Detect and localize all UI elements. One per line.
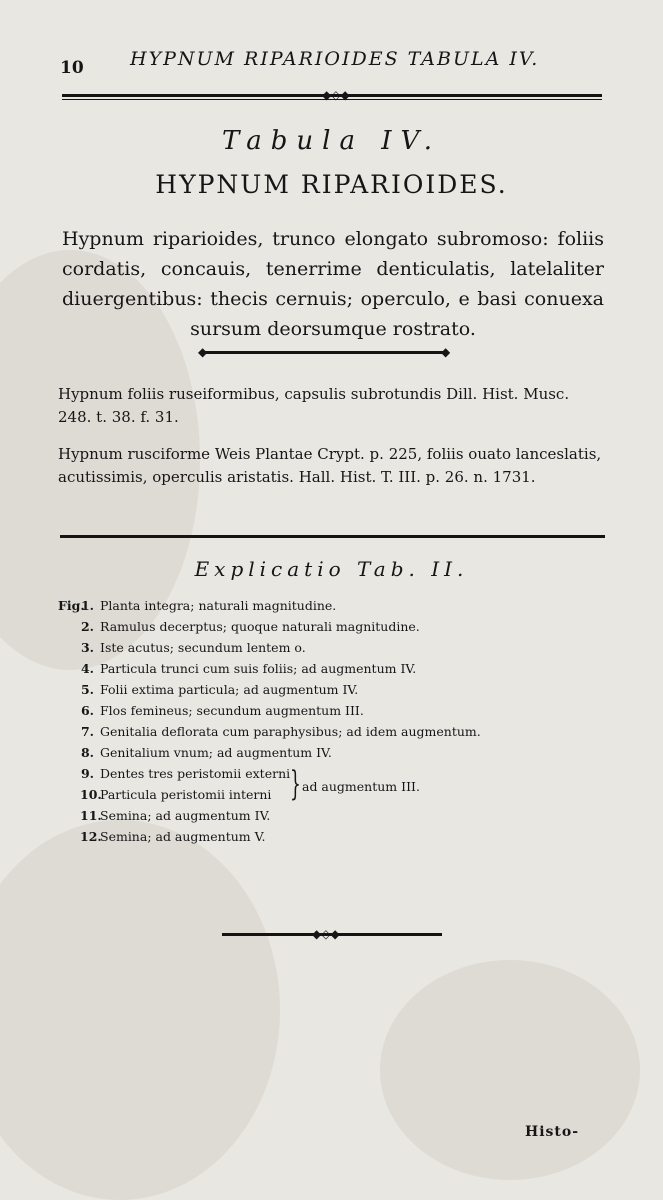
figure-number: 4. [80,661,94,676]
figure-number: 3. [80,640,94,655]
figure-text: Dentes tres peristomii externi [100,766,291,781]
figure-number: 7. [80,724,94,739]
figure-text: Semina; ad augmentum IV. [100,808,271,823]
figure-text: Genitalium vnum; ad augmentum IV. [100,745,332,760]
figure-number: 12. [80,829,102,844]
species-diagnosis: Hypnum riparioides, trunco elongato subromoso: foliis cordatis, concauis, tenerrime denticulatis, latelaliter diuergentibus: thecis cernuis; operculo, e basi conuexa sursum deorsumque rostrato. [62,228,604,340]
catchword: Histo- [525,1124,580,1140]
explicatio-title: Explicatio Tab. II. [194,557,469,581]
species-title: HYPNUM RIPARIOIDES. [155,170,508,199]
figure-text: Particula peristomii interni [100,787,272,802]
tabula-title: Tabula IV. [221,126,442,156]
section-rule [60,535,605,538]
fig-label: Fig. [58,598,85,613]
figure-number: 1. [80,598,94,613]
curly-brace: } [290,764,301,804]
synonym-dillenius: Hypnum foliis ruseiformibus, capsulis subrotundis Dill. Hist. Musc. 248. t. 38. f. 31. [58,385,570,426]
ornament-end-right: ◆ [441,345,451,359]
bottom-ornament: ◆◇◆ [312,927,340,941]
figure-text: Particula trunci cum suis foliis; ad augmentum IV. [100,661,417,676]
figure-text: Genitalia deflorata cum paraphysibus; ad idem augmentum. [100,724,481,739]
paper-stain [0,820,280,1200]
paper-stain [380,960,640,1180]
figure-number: 9. [80,766,94,781]
header-ornament: ◆◇◆ [322,88,350,102]
brace-text: ad augmentum III. [302,779,420,794]
figure-number: 6. [80,703,94,718]
figure-number: 10. [80,787,102,802]
figure-text: Iste acutus; secundum lentem o. [100,640,306,655]
page-number: 10 [60,58,84,78]
figure-number: 8. [80,745,94,760]
figure-number: 11. [80,808,102,823]
ornament-rule [205,351,447,354]
figure-number: 2. [80,619,94,634]
figure-text: Folii extima particula; ad augmentum IV. [100,682,359,697]
figure-text: Flos femineus; secundum augmentum III. [100,703,364,718]
figure-text: Planta integra; naturali magnitudine. [100,598,337,613]
figure-text: Semina; ad augmentum V. [100,829,266,844]
ornament-end-left: ◆ [198,345,208,359]
synonym-weis: Hypnum rusciforme Weis Plantae Crypt. p. 225, foliis ouato lanceslatis, acutissimis, operculis aristatis. Hall. Hist. T. III. p. 26. n. 1731. [58,445,602,486]
running-head: HYPNUM RIPARIOIDES TABULA IV. [130,48,540,70]
figure-number: 5. [80,682,94,697]
figure-text: Ramulus decerptus; quoque naturali magnitudine. [100,619,420,634]
